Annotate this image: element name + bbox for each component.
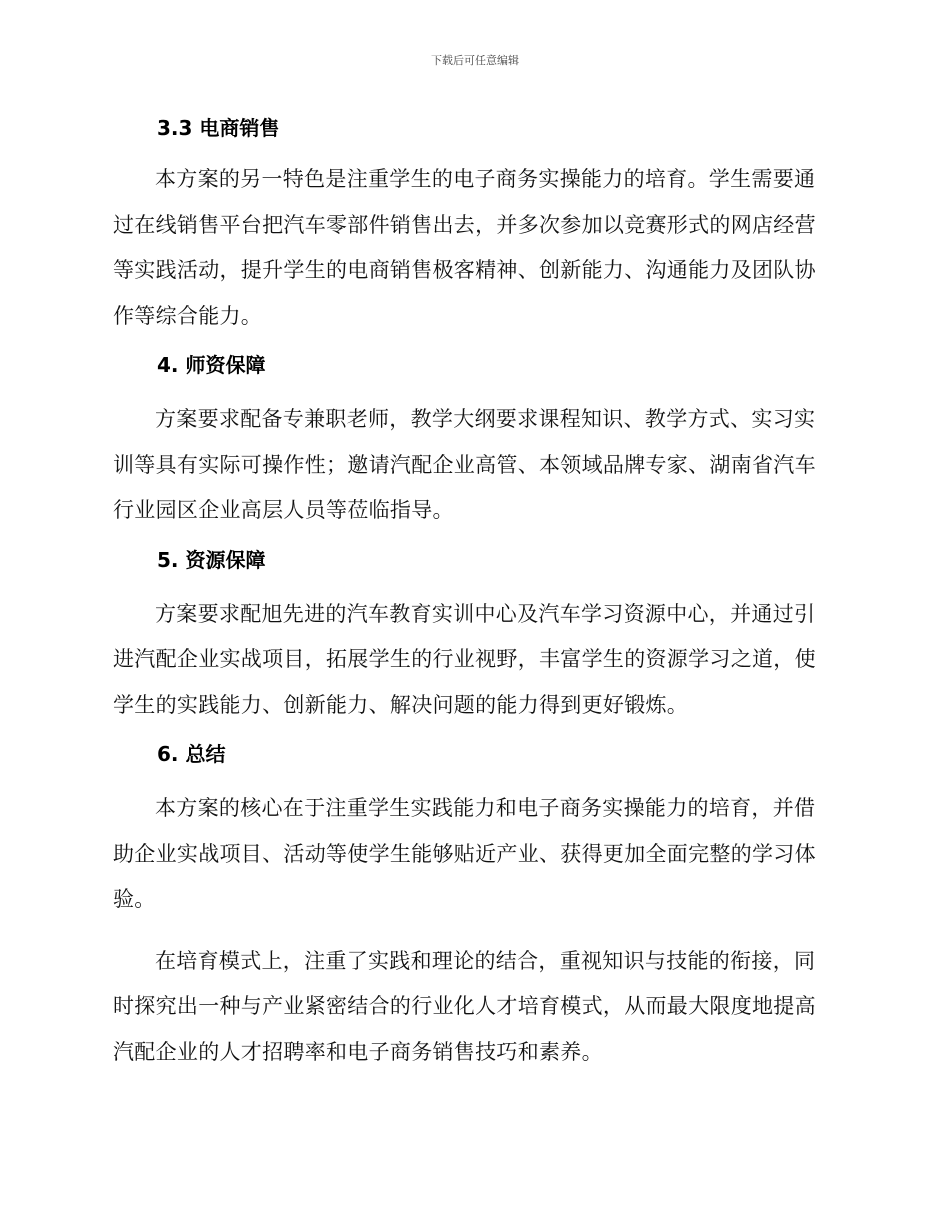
section-paragraph: 本方案的核心在于注重学生实践能力和电子商务实操能力的培育，并借助企业实战项目、活动等使学生能够贴近产业、获得更加全面完整的学习体验。 (113, 796, 816, 911)
section-paragraph: 方案要求配备专兼职老师，教学大纲要求课程知识、教学方式、实习实训等具有实际可操作性；邀请汽配企业高管、本领域品牌专家、湖南省汽车行业园区企业高层人员等莅临指导。 (113, 407, 816, 522)
section-paragraph: 本方案的另一特色是注重学生的电子商务实操能力的培育。学生需要通过在线销售平台把汽车零部件销售出去，并多次参加以竞赛形式的网店经营等实践活动，提升学生的电商销售极客精神、创新能力、沟通能力及团队协作等综合能力。 (113, 167, 816, 328)
section-heading: 4. 师资保障 (157, 353, 266, 377)
section-heading: 6. 总结 (157, 742, 226, 766)
section-ecommerce-sales (113, 112, 833, 339)
section-heading: 5. 资源保障 (157, 547, 266, 572)
section-paragraph: 在培育模式上，注重了实践和理论的结合，重视知识与技能的衔接，同时探究出一种与产业紧密结合的行业化人才培育模式，从而最大限度地提高汽配企业的人才招聘率和电子商务销售技巧和素养。 (113, 948, 816, 1064)
section-paragraph: 方案要求配旭先进的汽车教育实训中心及汽车学习资源中心，并通过引进汽配企业实战项目，拓展学生的行业视野，丰富学生的资源学习之道，使学生的实践能力、创新能力、解决问题的能力得到更好锻炼。 (113, 601, 816, 717)
section-faculty-support (113, 349, 833, 534)
section-resource-support (113, 544, 833, 729)
section-summary (113, 738, 833, 1075)
section-heading: 3.3 电商销售 (157, 116, 280, 140)
page-header: 下载后可任意编辑 (431, 54, 519, 67)
document-body (113, 112, 833, 1075)
